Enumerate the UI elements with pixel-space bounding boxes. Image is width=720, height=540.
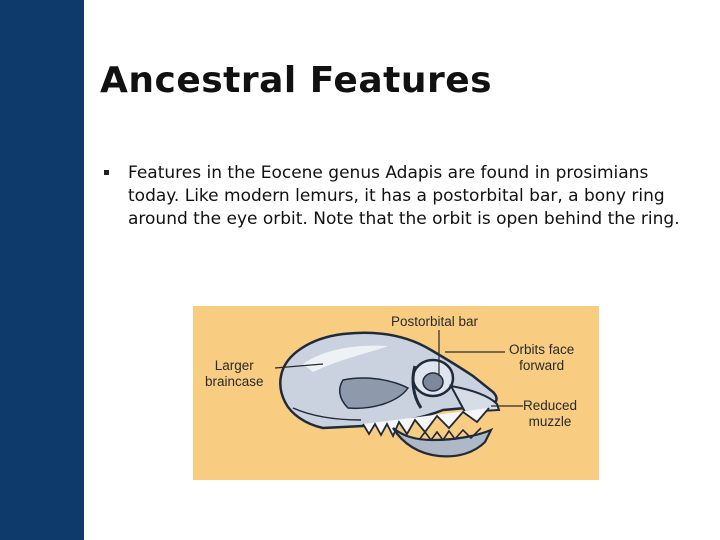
label-orbits-face-forward: Orbits face forward (509, 342, 575, 373)
bullet-square-icon (104, 170, 109, 175)
label-larger-braincase: Larger braincase (205, 358, 264, 389)
adapis-skull-illustration (193, 306, 599, 480)
bullet-text: Features in the Eocene genus Adapis are found in prosimians today. Like modern lemurs, it has a postorbital bar, a bony ring around the eye orbit. Note that the orbit is open behind the ring. (128, 163, 680, 229)
label-reduced-muzzle: Reduced muzzle (523, 398, 578, 429)
side-bar (0, 0, 84, 540)
slide-title: Ancestral Features (100, 60, 493, 101)
bullet-item (112, 162, 692, 231)
skull-figure (193, 306, 599, 480)
label-postorbital-bar: Postorbital bar (391, 314, 479, 329)
orbit-opening (423, 373, 443, 391)
bullet-list (112, 162, 692, 231)
lower-teeth (419, 428, 481, 440)
